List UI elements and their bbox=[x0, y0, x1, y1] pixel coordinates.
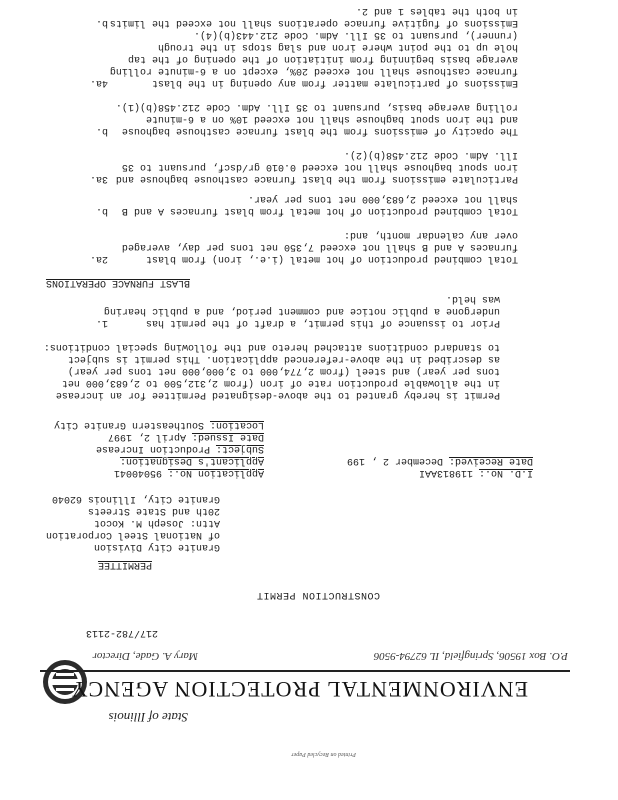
applicant-designation: Applicant's Designation: bbox=[119, 455, 264, 466]
condition-1-line: was held. bbox=[445, 293, 500, 304]
condition-3b-line: rolling average basis, pursuant to 35 Ill. Adm. Code 212.458(b)(1). bbox=[115, 101, 518, 112]
intro-line-1: Permit is hereby granted to the above-designated Permittee for an increase bbox=[55, 389, 500, 400]
date-received: Date Received: December 2 , 199 bbox=[346, 455, 533, 466]
condition-3b-line: and the iron spout baghouse shall not exceed 10% on a 6-minute bbox=[145, 113, 518, 124]
intro-line-5: to standard conditions attached hereto and the following special conditions: bbox=[43, 341, 500, 352]
condition-2a-line: over any calendar month, and: bbox=[343, 229, 518, 240]
permittee-company: of National Steel Corporation bbox=[45, 529, 220, 540]
letterhead-rule bbox=[40, 670, 570, 672]
condition-3a-line: Particulate emissions from the blast furnace casthouse baghouse and bbox=[115, 173, 518, 184]
permittee-attention: Attn: Joseph M. Kocot bbox=[93, 517, 220, 528]
condition-3b-line: The opacity of emissions from the blast furnace casthouse baghouse bbox=[121, 125, 518, 136]
condition-4a-line: furnace casthouse shall not exceed 20%, except on a 6-minute rolling bbox=[109, 65, 518, 76]
condition-2b-line: shall not exceed 2,683,000 net tons per year. bbox=[247, 193, 518, 204]
date-issued: Date Issued: April 2, 1997 bbox=[107, 431, 264, 442]
condition-2b-number: b. bbox=[95, 205, 108, 216]
condition-3a-line: iron spout baghouse shall not exceed 0.010 gr/dscf, pursuant to 35 bbox=[121, 161, 518, 172]
recycled-paper-note: Printed on Recycled Paper bbox=[291, 751, 356, 757]
intro-line-2: in the allowable production rate of iron (from 2,312,500 to 2,683,000 net bbox=[61, 377, 500, 388]
condition-4a-line: (runner), pursuant to 35 Ill. Adm. Code 212.443(b)(4). bbox=[193, 29, 518, 40]
agency-director: Mary A. Gade, Director bbox=[92, 650, 198, 662]
condition-3b-number: b. bbox=[95, 125, 108, 136]
agency-address: P.O. Box 19506, Springfield, IL 62794-9506 bbox=[373, 650, 568, 662]
intro-line-4: as described in the above-referenced application. This permit is subject bbox=[67, 353, 500, 364]
condition-4b-number: b. bbox=[95, 17, 108, 28]
condition-1-line: undergone a public notice and comment period, and a public hearing bbox=[103, 305, 500, 316]
document-title: CONSTRUCTION PERMIT bbox=[256, 589, 380, 600]
condition-4a-line: Emissions of particulate matter from any opening in the blast bbox=[151, 77, 518, 88]
condition-2a-line: Total combined production of hot metal (i.e., iron) from blast bbox=[145, 253, 518, 264]
application-number: Application No.: 95040041 bbox=[113, 467, 264, 478]
condition-3a-line: Ill. Adm. Code 212.458(b)(2). bbox=[343, 149, 518, 160]
permit-location: Location: Southeastern Granite City bbox=[53, 419, 264, 430]
condition-1-line: Prior to issuance of this permit, a draft of the permit has bbox=[145, 317, 500, 328]
section-heading: BLAST FURNACE OPERATIONS bbox=[45, 277, 190, 288]
permit-subject: Subject: Production Increase bbox=[95, 443, 264, 454]
condition-4b-line: Emissions of fugitive furnace operations shall not exceed the limits bbox=[109, 17, 518, 28]
permittee-city-state: Granite City, Illinois 62040 bbox=[51, 493, 220, 504]
id-number: I.D. No.: 119813AAI bbox=[418, 467, 533, 478]
condition-1-number: 1. bbox=[95, 317, 108, 328]
condition-2b-line: Total combined production of hot metal from blast furnaces A and B bbox=[121, 205, 518, 216]
permittee-city-division: Granite City Division bbox=[93, 541, 220, 552]
condition-4a-line: average basis beginning from initiation of the opening of the tap bbox=[127, 53, 518, 64]
agency-name: ENVIRONMENTAL PROTECTION AGENCY bbox=[70, 677, 528, 702]
intro-line-3: tons per year) and steel (from 2,774,000 to 3,000,000 net tons per year) bbox=[67, 365, 500, 376]
condition-4a-line: hole up to the point where iron and slag stops in the trough bbox=[157, 41, 518, 52]
condition-2a-number: 2a. bbox=[89, 253, 108, 264]
condition-4b-line: in both the tables 1 and 2. bbox=[355, 5, 518, 16]
permittee-street: 20th and State Streets bbox=[87, 505, 220, 516]
state-name: State of Illinois bbox=[108, 710, 188, 725]
permittee-label: PERMITTEE bbox=[97, 559, 152, 570]
condition-4a-number: 4a. bbox=[89, 77, 108, 88]
condition-2a-line: furnaces A and B shall not exceed 7,350 net tons per day, averaged bbox=[121, 241, 518, 252]
condition-3a-number: 3a. bbox=[89, 173, 108, 184]
phone-number: 217/782-2113 bbox=[85, 627, 158, 638]
